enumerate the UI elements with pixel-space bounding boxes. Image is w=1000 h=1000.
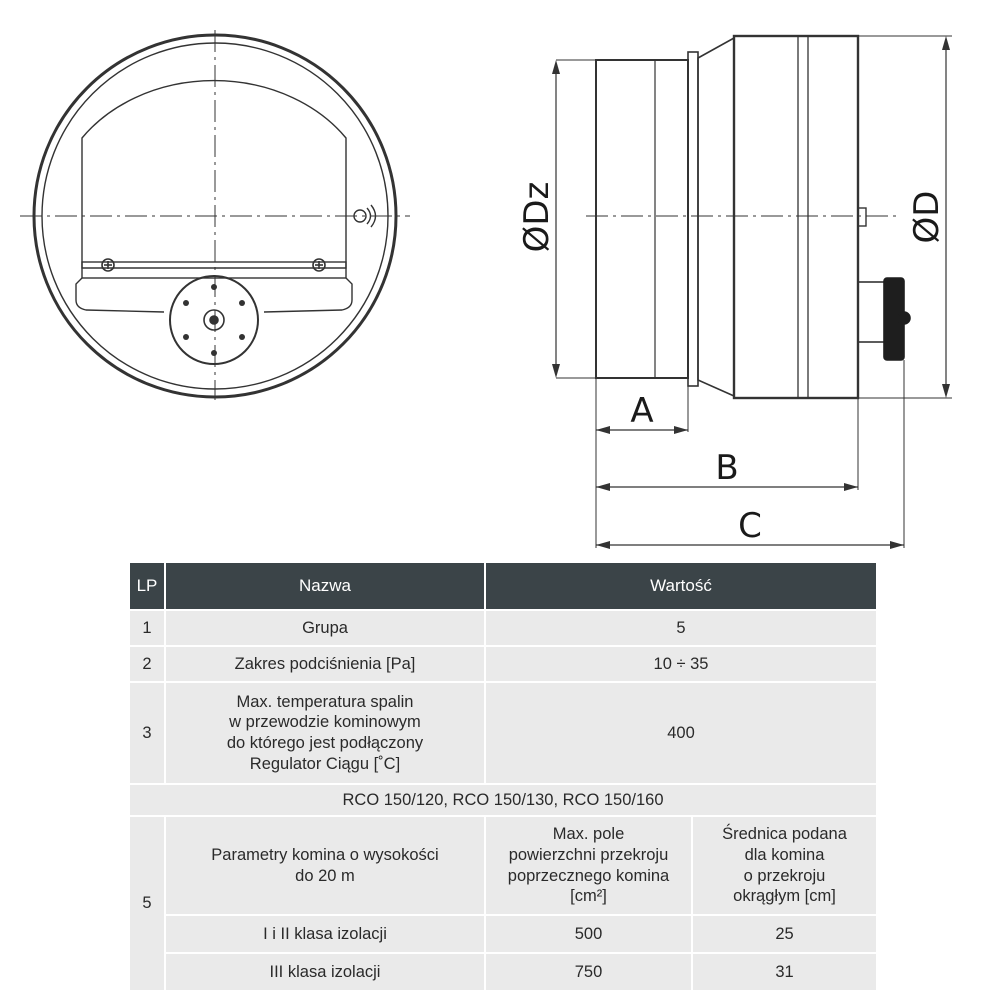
regulator-body (734, 36, 858, 398)
row5-param-label: Parametry komina o wysokości do 20 m (166, 817, 484, 914)
label-dz: ØDz (517, 181, 557, 253)
row1-name: Grupa (166, 611, 484, 645)
subrow1-diameter: 25 (693, 916, 876, 952)
models-row: RCO 150/120, RCO 150/130, RCO 150/160 (130, 785, 876, 815)
damper-flap (82, 81, 346, 268)
row5-area-header: Max. pole powierzchni przekroju poprzecznego komina [cm²] (486, 817, 691, 914)
specification-table (130, 563, 870, 981)
front-view (20, 30, 410, 400)
row2-lp: 2 (130, 647, 164, 681)
row1-value: 5 (486, 611, 876, 645)
subrow1-label: I i II klasa izolacji (166, 916, 484, 952)
side-knob-cap (898, 312, 910, 324)
inlet-pipe (596, 60, 688, 378)
screw-left (102, 259, 114, 271)
header-value: Wartość (486, 563, 876, 609)
header-name: Nazwa (166, 563, 484, 609)
subrow2-diameter: 31 (693, 954, 876, 990)
subrow2-area: 750 (486, 954, 691, 990)
label-a: A (630, 391, 654, 431)
row2-name: Zakres podciśnienia [Pa] (166, 647, 484, 681)
flap-lower-edge (76, 278, 164, 312)
label-d: ØD (907, 190, 947, 244)
label-b: B (715, 448, 739, 488)
transition-cone (698, 38, 734, 396)
side-view (552, 36, 952, 549)
flap-lower-edge-right (264, 278, 352, 312)
screw-right (313, 259, 325, 271)
row2-value: 10 ÷ 35 (486, 647, 876, 681)
row3-name: Max. temperatura spalin w przewodzie kominowym do którego jest podłączony Regulator Ciągu [˚C] (166, 683, 484, 783)
row1-lp: 1 (130, 611, 164, 645)
subrow1-area: 500 (486, 916, 691, 952)
flap-pin (858, 208, 866, 226)
subrow2-label: III klasa izolacji (166, 954, 484, 990)
row5-diameter-header: Średnica podana dla komina o przekroju okrągłym [cm] (693, 817, 876, 914)
row5-lp: 5 (130, 817, 164, 990)
row3-value: 400 (486, 683, 876, 783)
row3-lp: 3 (130, 683, 164, 783)
groove-ring (688, 52, 698, 386)
adjustment-knob (170, 276, 258, 364)
label-c: C (738, 506, 762, 546)
header-lp: LP (130, 563, 164, 609)
